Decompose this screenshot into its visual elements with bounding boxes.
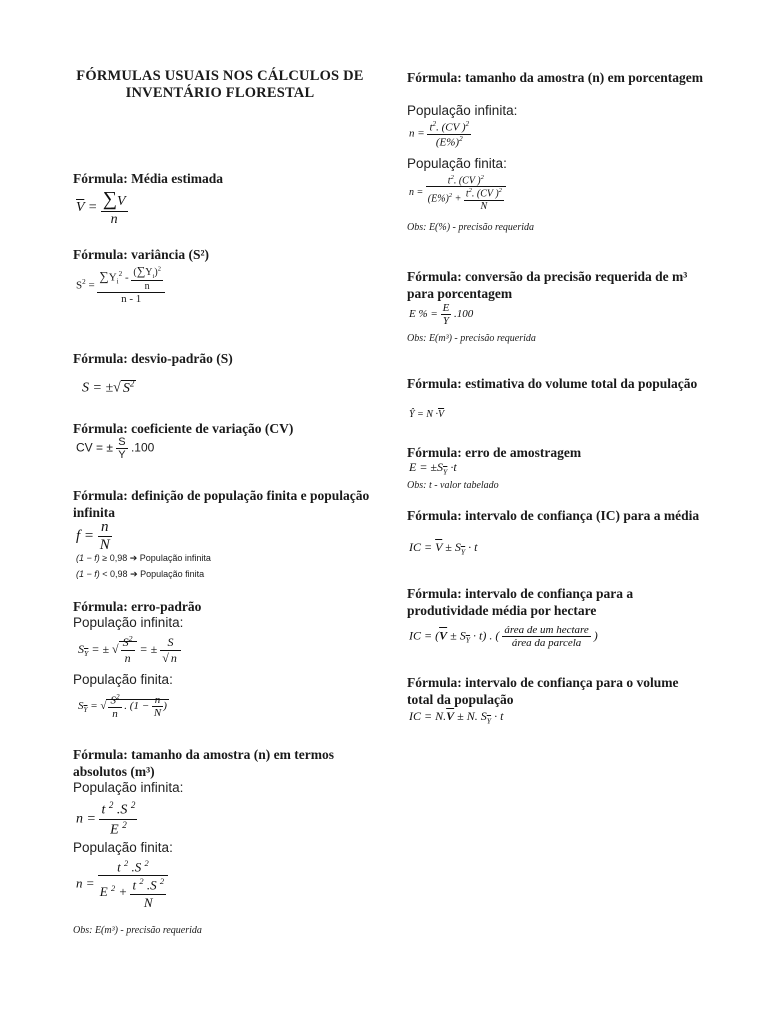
formula-n-pct-infinita: n = $\frac{t^2. (CV )^2}{(E\%)^2}$ — [409, 120, 470, 149]
formula-n-abs-infinita: n = $\frac{t ^2 .S ^2}{E ^2}$ — [76, 800, 136, 838]
ic-frac-den: área da parcela — [502, 636, 590, 649]
heading-ic-produtividade: Fórmula: intervalo de confiança para a produtividade média por hectare — [407, 586, 634, 618]
label-finita: População finita: — [73, 672, 173, 687]
condition-infinita: (1 − f) ≥ 0,98 ➔ População infinita — [76, 553, 211, 563]
obs-erro-amostragem: Obs: t - valor tabelado — [407, 480, 499, 491]
heading-volume-total: Fórmula: estimativa do volume total da população — [407, 376, 698, 391]
heading-cv: Fórmula: coeficiente de variação (CV) — [73, 421, 294, 436]
cond2-value: < 0,98 — [102, 569, 128, 579]
formula-ic-media: IC = $\overline{V} \pm S_{\overline{Y}} \cdot t$ — [409, 540, 478, 557]
formula-ic-volume: IC = $N.\overline{V} \pm N$. $S_{\overline{Y}} \cdot t$ — [409, 709, 504, 726]
heading-conversao: Fórmula: conversão da precisão requerida de m³ para porcentagem — [407, 269, 688, 301]
obs-conversao: Obs: E(m³) - precisão requerida — [407, 333, 536, 344]
heading-erro-padrao: Fórmula: erro-padrão — [73, 599, 202, 614]
formula-cv: CV = ± $\frac{S}{Y}$ .100 — [76, 436, 155, 461]
obs-n-pct: Obs: E(%) - precisão requerida — [407, 222, 535, 233]
heading-n-pct: Fórmula: tamanho da amostra (n) em porcentagem — [407, 70, 703, 85]
heading-media: Fórmula: Média estimada — [73, 171, 223, 186]
formula-media: $\overline{V}$ = $\frac{\sum V}{n}$ — [76, 188, 126, 227]
ic-frac-num: área de um hectare — [504, 624, 589, 636]
formula-erro-amostragem: $E = \pm S_{\overline{Y}} \cdot t$ — [409, 460, 457, 477]
heading-variancia: Fórmula: variância (S²) — [73, 247, 210, 262]
label-n-abs-infinita: População infinita: — [73, 780, 184, 795]
cond2-label: População finita — [140, 569, 205, 579]
heading-ic-media: Fórmula: intervalo de confiança (IC) para a média — [407, 508, 700, 523]
cond1-value: ≥ 0,98 — [102, 553, 128, 563]
formula-erro-padrao-finita: $S_{\overline{Y}}$ = √ $\frac{S^2}{n}$ . (1 − $\frac{n}{N}$ ) — [78, 693, 167, 720]
formula-erro-padrao-infinita: $S_{\overline{Y}}$ = ± √ $\frac{S^2}{n}$ = ± $\frac{S}{√ n}$ — [78, 634, 181, 666]
label-n-abs-finita: População finita: — [73, 840, 173, 855]
condition-finita: (1 − f) < 0,98 ➔ População finita — [76, 569, 205, 579]
formula-volume-total: Ŷ = $N \cdot\overline{V}$ — [409, 409, 445, 420]
heading-ic-volume: Fórmula: intervalo de confiança para o volume total da população — [407, 675, 679, 707]
formula-n-pct-finita: n = $t^2$. (CV )$^2$ $(E\%)^2$ + $\frac{t^2. (CV )^2}{N}$ — [409, 174, 506, 212]
page-title: FÓRMULAS USUAIS NOS CÁLCULOS DE INVENTÁRIO FLORESTAL — [76, 68, 364, 101]
label-n-pct-infinita: População infinita: — [407, 103, 518, 118]
label-infinita: População infinita: — [73, 615, 184, 630]
formula-n-abs-finita: n = t $^2$ .S $^2$ E $^2$ + $\frac{t ^2 .S ^2}{N}$ — [76, 858, 168, 911]
formula-variancia: $S^2$ = $\sum Y_i^2$ - $\frac{(\sum Y_i)^2}{n}$ n - 1 — [76, 264, 165, 305]
heading-erro-amostragem: Fórmula: erro de amostragem — [407, 445, 582, 460]
formula-f: f = $\frac{n}{N}$ — [76, 519, 110, 553]
label-n-pct-finita: População finita: — [407, 156, 507, 171]
heading-n-abs: Fórmula: tamanho da amostra (n) em termos absolutos (m³) — [73, 747, 334, 779]
obs-n-abs: Obs: E(m³) - precisão requerida — [73, 925, 202, 936]
formula-ic-produtividade: IC = $(\overline{V} \pm S_{\overline{Y}} \cdot t)$ . ( $\frac{\text{área de um hectare}}{\text{área da parcela}}$ ) — [409, 624, 598, 649]
heading-definicao: Fórmula: definição de população finita e população infinita — [73, 488, 370, 520]
formula-desvio: S = ±√ $S^2$ — [82, 378, 135, 396]
formula-conversao: E % = $\frac{E}{Y}$ .100 — [409, 302, 474, 327]
cond1-label: População infinita — [139, 553, 211, 563]
heading-desvio: Fórmula: desvio-padrão (S) — [73, 351, 233, 366]
